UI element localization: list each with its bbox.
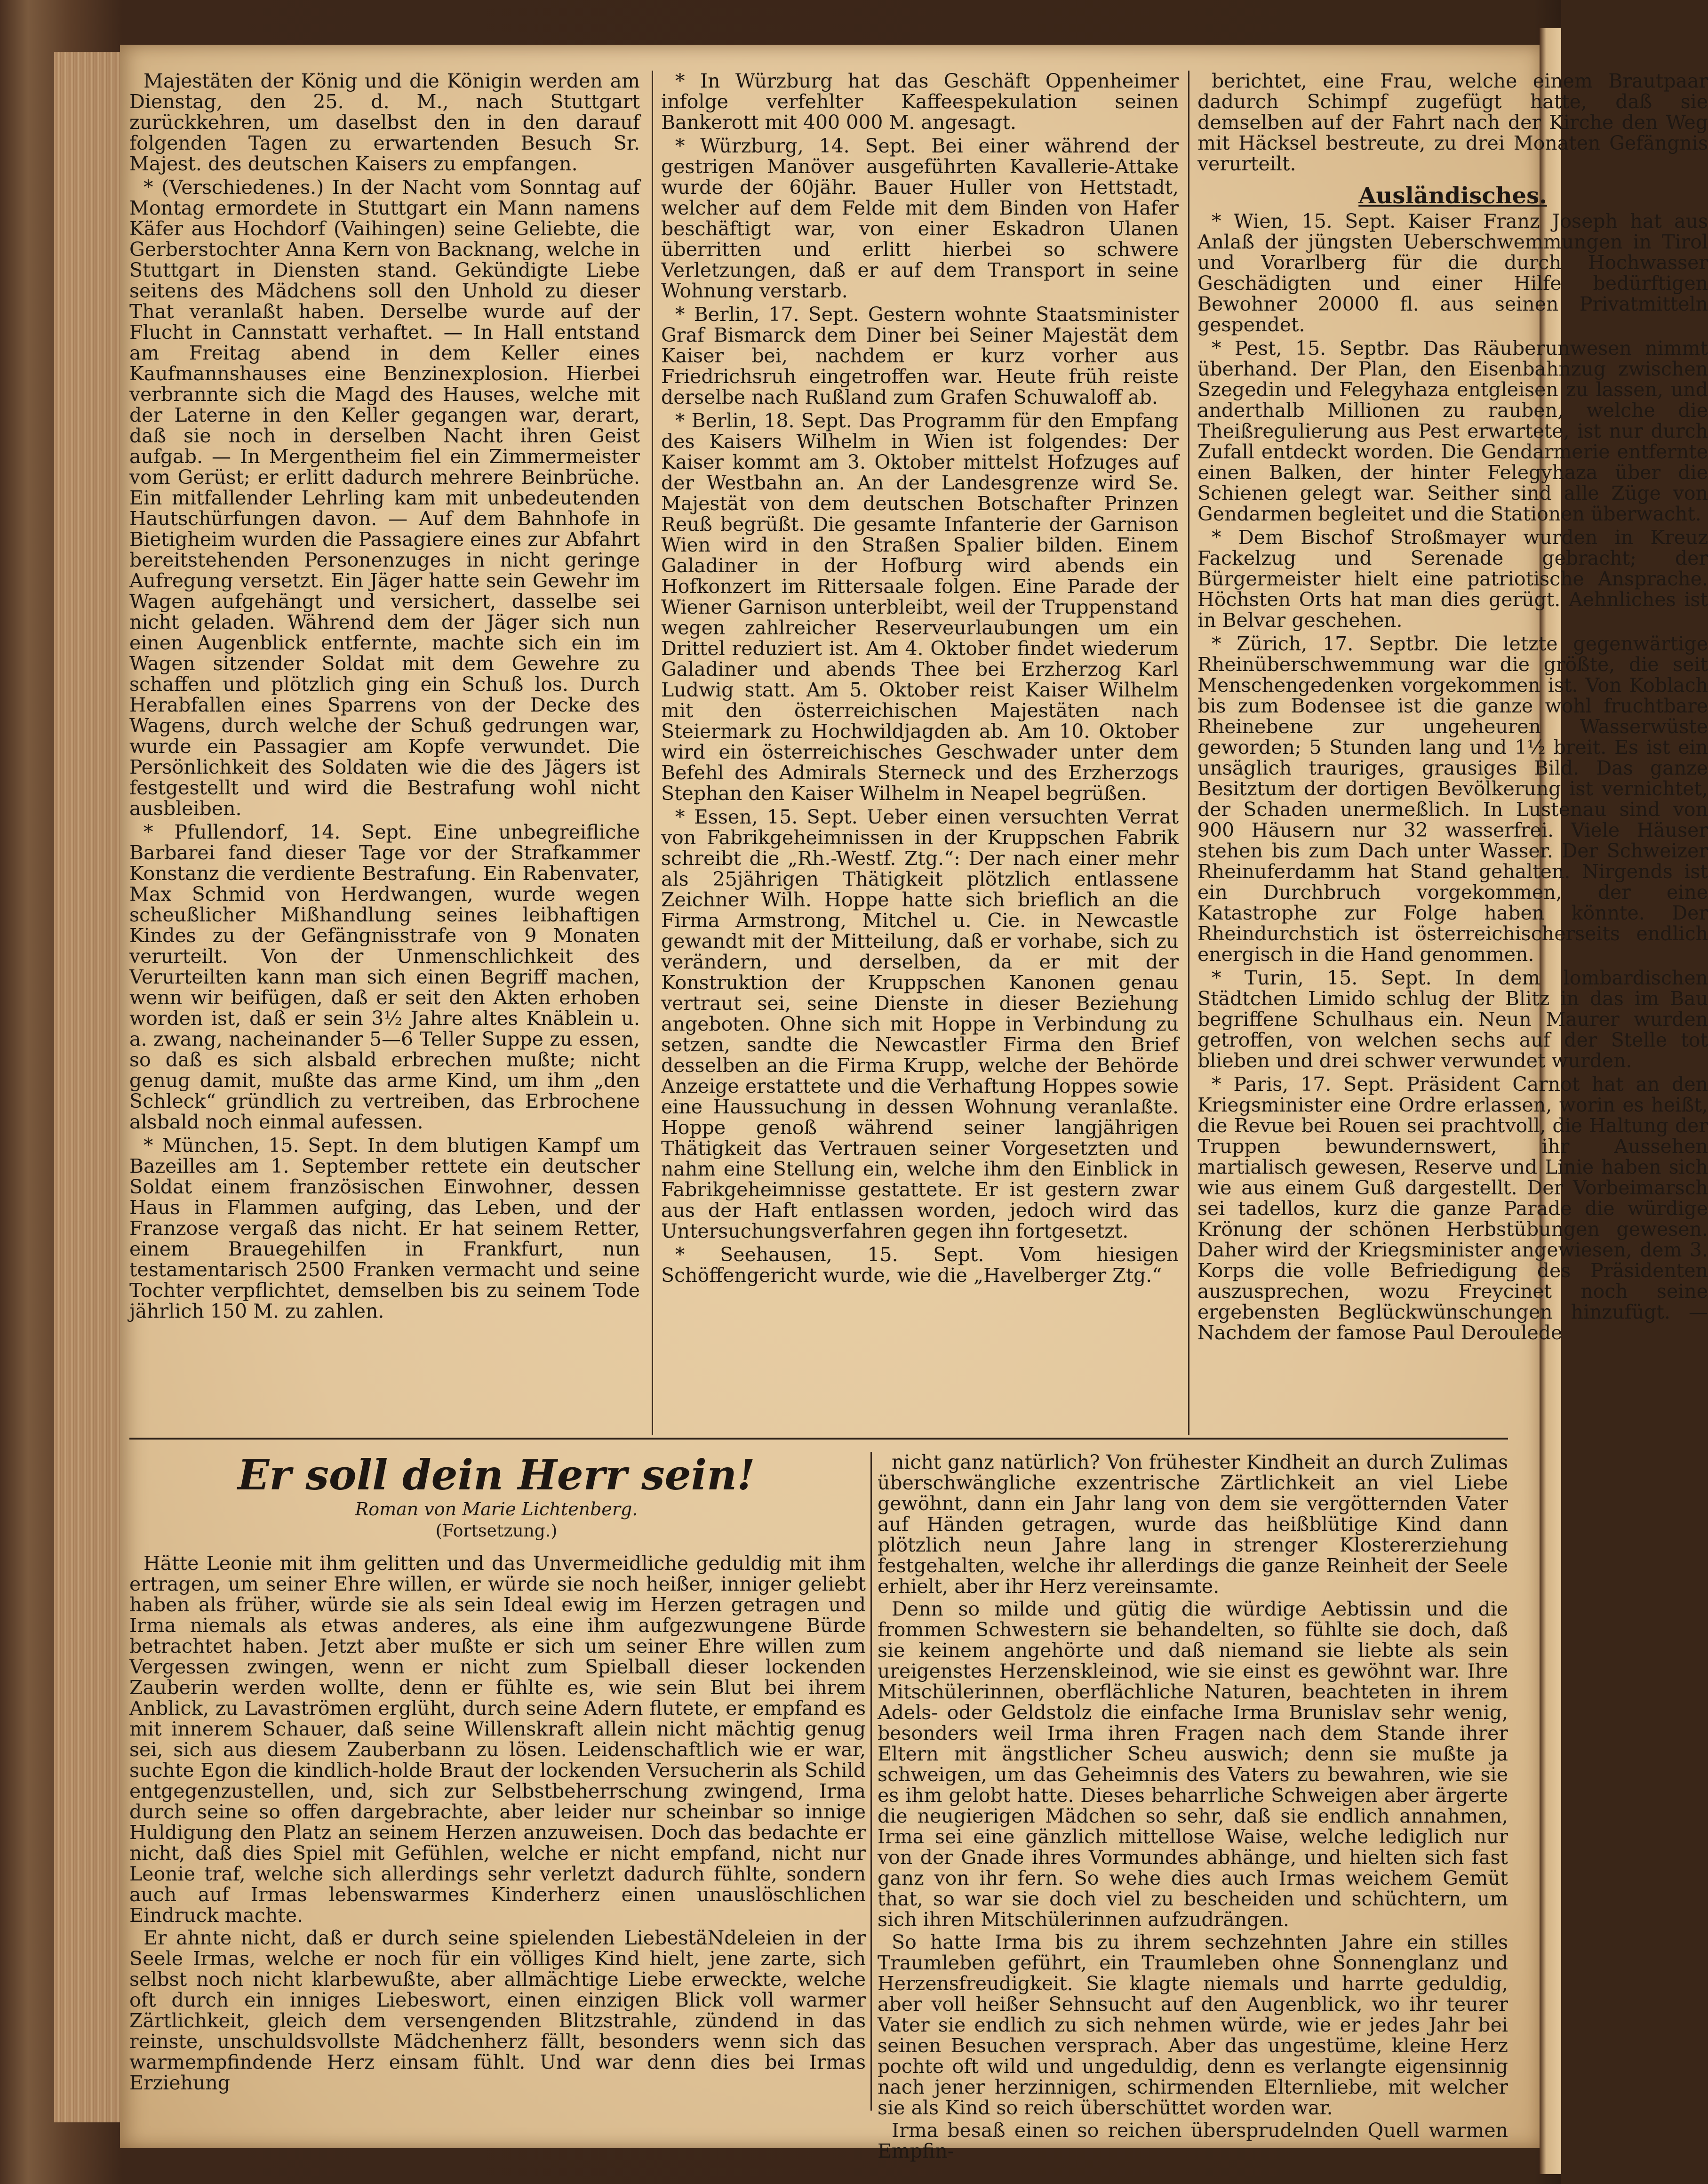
column-divider — [652, 71, 653, 1435]
paragraph: berichtet, eine Frau, welche einem Brautpaar dadurch Schimpf zugefügt hatte, daß sie demselben auf der Fahrt nach der Kirche den Weg mit Häcksel bestreute, zu drei Monaten Gefängnis verurteilt. — [1197, 70, 1708, 175]
news-column-1 — [129, 71, 640, 1426]
paragraph: * Turin, 15. Sept. In dem lombardischen Städtchen Limido schlug der Blitz in das im Bau begriffene Schulhaus ein. Neun Maurer wurden getroffen, von welchen sechs auf der Stelle tot blieben und drei schwer verwundet wurden. — [1197, 967, 1708, 1072]
paragraph: * Pfullendorf, 14. Sept. Eine unbegreifliche Barbarei fand dieser Tage vor der Strafkammer Konstanz die verdiente Bestrafung. Ein Rabenvater, Max Schmid von Herdwangen, wurde wegen scheußlicher Mißhandlung seines leibhaftigen Kindes zu der Gefängnisstrafe von 9 Monaten verurteilt. Von der Unmenschlichkeit des Verurteilten kann man sich einen Begriff machen, wenn wir beifügen, daß er seit den Akten erhoben worden ist, daß er sein 3½ Jahre altes Knäblein u. a. zwang, nacheinander 5—6 Teller Suppe zu essen, so daß es sich alsbald erbrechen mußte; nicht genug damit, mußte das arme Kind, um ihm „den Schleck“ gründlich zu vertreiben, das Erbrochene alsbald noch einmal aufessen. — [129, 821, 640, 1133]
paragraph: Denn so milde und gütig die würdige Aebtissin und die frommen Schwestern sie behandelten, so fühlte sie doch, daß sie keinem angehörte und daß niemand sie liebte als sein ureigenstes Herzenskleinod, wie sie einst es gewöhnt war. Ihre Mitschülerinnen, oberflächliche Naturen, beachteten in ihrem Adels- oder Geldstolz die einfache Irma Brunislav sehr wenig, besonders weil Irma ihren Fragen nach dem Stande ihrer Eltern mit ängstlicher Scheu auswich; denn sie mußte ja schweigen, um das Geheimnis des Vaters zu bewahren, wie sie es ihm gelobt hatte. Dieses beharrliche Schweigen aber ärgerte die neugierigen Mädchen so sehr, daß sie endlich annahmen, Irma sei eine gänzlich mittellose Waise, welche lediglich nur von der Gnade ihres Vormundes abhänge, und hielten sich fast ganz von ihr fern. So wehe dies auch Irmas weichem Gemüt that, so war sie doch viel zu bescheiden und schüchtern, um sich ihren Mitschülerinnen aufzudrängen. — [878, 1598, 1508, 1931]
section-heading-auslaendisches: Ausländisches. — [1358, 183, 1547, 209]
paragraph: Irma besaß einen so reichen übersprudelnden Quell warmen Empfin- — [878, 2119, 1508, 2162]
novel-continuation-note: (Fortsetzung.) — [435, 1521, 558, 1541]
news-column-2 — [661, 71, 1179, 1426]
paragraph: Er ahnte nicht, daß er durch seine spielenden LiebestäNdeleien in der Seele Irmas, welche er noch für ein völliges Kind hielt, jene zarte, sich selbst noch nicht klarbewußte, aber allmächtige Liebe erweckte, welche oft durch ein inniges Liebeswort, einen einzigen Blick voll warmer Zärtlichkeit, gleich dem versengenden Blitzstrahle, zündend in das reinste, unschuldsvollste Mädchenherz fällt, besonders wenn sich das warmempfindende Herz einsam fühlt. Und war denn dies bei Irmas Erziehung — [129, 1927, 866, 2094]
paragraph: * Zürich, 17. Septbr. Die letzte gegenwärtige Rheinüberschwemmung war die größte, die seit Menschengedenken vorgekommen ist. Von Koblach bis zum Bodensee ist die ganze wohl fruchtbare Rheinebene zur ungeheuren Wasserwüste geworden; 5 Stunden lang und 1½ breit. Es ist ein unsäglich trauriges, grausiges Bild. Das ganze Besitztum der dortigen Bevölkerung ist vernichtet, der Schaden unermeßlich. In Lustenau sind von 900 Häusern nur 32 wasserfrei. Viele Häuser stehen bis zum Dach unter Wasser. Der Schweizer Rheinuferdamm hat Stand gehalten. Nirgends ist ein Durchbruch vorgekommen, der eine Katastrophe zur Folge haben könnte. Der Rheindurchstich ist österreichischerseits endlich energisch in die Hand genommen. — [1197, 632, 1708, 966]
paragraph: * In Würzburg hat das Geschäft Oppenheimer infolge verfehlter Kaffeespekulation seinen Bankerott mit 400 000 M. angesagt. — [661, 70, 1179, 134]
paragraph: * Berlin, 18. Sept. Das Programm für den Empfang des Kaisers Wilhelm in Wien ist folgendes: Der Kaiser kommt am 3. Oktober mittelst Hofzuges auf der Westbahn an. An der Landesgrenze wird Se. Majestät von dem deutschen Botschafter Prinzen Reuß begrüßt. Die gesamte Infanterie der Garnison Wien wird in den Straßen Spalier bilden. Einem Galadiner in der Hofburg wird abends ein Hofkonzert im Rittersaale folgen. Eine Parade der Wiener Garnison unterbleibt, weil der Truppenstand wegen zahlreicher Reserveurlaubungen um ein Drittel reduziert ist. Am 4. Oktober findet wiederum Galadiner und abends Thee bei Erzherzog Karl Ludwig statt. Am 5. Oktober reist Kaiser Wilhelm mit den österreichischen Majestäten nach Steiermark zu Hochwildjagden ab. Am 10. Oktober wird ein österreichisches Geschwader unter dem Befehl des Admirals Sterneck und des Erzherzogs Stephan den Kaiser Wilhelm in Neapel begrüßen. — [661, 409, 1179, 805]
paragraph: * Paris, 17. Sept. Präsident Carnot hat an den Kriegsminister eine Ordre erlassen, worin es heißt, die Revue bei Rouen sei prachtvoll, die Haltung der Truppen bewundernswert, ihr Aussehen martialisch gewesen, Reserve und Linie haben sich wie aus einem Guß dargestellt. Der Vorbeimarsch sei tadellos, kurz die ganze Parade die würdige Krönung der schönen Herbstübungen gewesen. Daher wird der Kriegsminister angewiesen, dem 3. Korps die volle Befriedigung des Präsidenten auszusprechen, wozu Freycinet noch seine ergebensten Beglückwünschungen hinzufügt. — Nachdem der famose Paul Deroulede — [1197, 1073, 1708, 1344]
paragraph: Majestäten der König und die Königin werden am Dienstag, den 25. d. M., nach Stuttgart zurückkehren, um daselbst den in den darauf folgenden Tagen zu erwartenden Besuch Sr. Majest. des deutschen Kaisers zu empfangen. — [129, 70, 640, 175]
novel-header — [129, 1452, 863, 1542]
column-divider — [1188, 71, 1189, 1435]
novel-title: Er soll dein Herr sein! — [238, 1450, 755, 1499]
paragraph: * München, 15. Sept. In dem blutigen Kampf um Bazeilles am 1. September rettete ein deutscher Soldat einem französischen Einwohner, dessen Haus in Flammen aufging, das Leben, und der Franzose vergaß das nicht. Er hat seinem Retter, einem Brauegehilfen in Frankfurt, nun testamentarisch 2500 Franken vermacht und seine Tochter verpflichtet, demselben bis zu seinem Tode jährlich 150 M. zu zahlen. — [129, 1134, 640, 1322]
column-divider — [870, 1452, 872, 2111]
paragraph: * Essen, 15. Sept. Ueber einen versuchten Verrat von Fabrikgeheimnissen in der Kruppschen Fabrik schreibt die „Rh.-Westf. Ztg.“: Der nach einer mehr als 25jährigen Thätigkeit plötzlich entlassene Zeichner Wilh. Hoppe hatte sich brieflich an die Firma Armstrong, Mitchel u. Cie. in Newcastle gewandt mit der Mitteilung, daß er vorhabe, sich zu verändern, und derselben, da er mit der Konstruktion der Kruppschen Kanonen genau vertraut sei, seine Dienste in dieser Beziehung angeboten. Ohne sich mit Hoppe in Verbindung zu setzen, sandte die Newcastler Firma den Brief desselben an die Firma Krupp, welche der Behörde Anzeige erstattete und die Verhaftung Hoppes sowie eine Haussuchung in dessen Wohnung veranlaßte. Hoppe genoß während seiner langjährigen Thätigkeit das Vertrauen seiner Vorgesetzten und nahm eine Stellung ein, welche ihm den Einblick in Fabrikgeheimnisse gestattete. Er ist gestern zwar aus der Haft entlassen worden, jedoch wird das Untersuchungsverfahren gegen ihn fortgesetzt. — [661, 806, 1179, 1242]
novel-column-1 — [129, 1553, 866, 2146]
feuilleton-divider — [129, 1438, 1508, 1440]
paragraph: * Würzburg, 14. Sept. Bei einer während der gestrigen Manöver ausgeführten Kavallerie-Attake wurde der 60jähr. Bauer Huller von Hettstadt, welcher auf dem Felde mit dem Binden von Hafer beschäftigt war, von einer Eskadron Ulanen überritten und erlitt hierbei so schwere Verletzungen, daß er auf dem Transport in seine Wohnung verstarb. — [661, 135, 1179, 302]
paragraph: * Wien, 15. Sept. Kaiser Franz Joseph hat aus Anlaß der jüngsten Ueberschwemmungen in Tirol und Vorarlberg für die durch Hochwasser Geschädigten und einer Hilfe bedürftigen Bewohner 20000 fl. aus seinen Privatmitteln gespendet. — [1197, 210, 1708, 336]
page-edges — [54, 52, 120, 2122]
paragraph: nicht ganz natürlich? Von frühester Kindheit an durch Zulimas überschwängliche exzentrische Zärtlichkeit an viel Liebe gewöhnt, dann ein Jahr lang von dem sie vergötternden Vater auf Händen getragen, wurde das heißblütige Kind dann plötzlich neun Jahre lang in strenger Klostererziehung festgehalten, welche ihr allerdings die ganze Reinheit der Seele erhielt, aber ihr Herz vereinsamte. — [878, 1451, 1508, 1598]
paragraph: So hatte Irma bis zu ihrem sechzehnten Jahre ein stilles Traumleben geführt, ein Traumleben ohne Sonnenglanz und Herzensfreudigkeit. Sie klagte niemals und harrte geduldig, aber voll heißer Sehnsucht auf den Augenblick, wo ihr teurer Vater sie endlich zu sich nehmen würde, wie er jedes Jahr bei seinen Besuchen versprach. Aber das ungestüme, kleine Herz pochte oft wild und ungeduldig, denn es verlangte eigensinnig nach jener herzinnigen, schirmenden Elternliebe, mit welcher sie als Kind so reich überschüttet worden war. — [878, 1931, 1508, 2119]
news-column-3 — [1197, 71, 1708, 1426]
paragraph: * Dem Bischof Stroßmayer wurden in Kreuz Fackelzug und Serenade gebracht; der Bürgermeister hielt eine patriotische Ansprache. Höchsten Orts hat man dies gerügt. Aehnliches ist in Belvar geschehen. — [1197, 526, 1708, 632]
paragraph: * Seehausen, 15. Sept. Vom hiesigen Schöffengericht wurde, wie die „Havelberger Ztg.“ — [661, 1243, 1179, 1287]
novel-author: Roman von Marie Lichtenberg. — [355, 1499, 638, 1520]
paragraph: Hätte Leonie mit ihm gelitten und das Unvermeidliche geduldig mit ihm ertragen, um seiner Ehre willen, er würde sie noch heißer, inniger geliebt haben als früher, würde sie als sein Ideal ewig im Herzen getragen und Irma niemals als etwas anderes, als eine ihm aufgezwungene Bürde betrachtet haben. Jetzt aber mußte er sich um seiner Ehre willen zum Vergessen zwingen, wenn er nicht zum Spielball dieser lockenden Zauberin werden wollte, denn er fühlte es, wie sein Blut bei ihrem Anblick, zu Lavaströmen erglüht, durch seine Adern flutete, er empfand es mit innerem Schauer, daß seine Willenskraft allein nicht mächtig genug sei, sich aus diesem Zauberbann zu lösen. Leidenschaftlich wie er war, suchte Egon die kindlich-holde Braut der lockenden Versucherin als Schild entgegenzustellen, und, sich zur Selbstbeherrschung zwingend, Irma durch seine so offen dargebrachte, aber leider nur scheinbar so innige Huldigung den Platz an seinem Herzen anzuweisen. Doch das bedachte er nicht, daß dies Spiel mit Gefühlen, welche er nicht empfand, nicht nur Leonie traf, welche sich allerdings sehr verletzt dadurch fühlte, sondern auch auf Irmas lebenswarmes Kinderherz einen unauslöschlichen Eindruck machte. — [129, 1552, 866, 1927]
novel-column-2 — [878, 1451, 1508, 2162]
paragraph: * Berlin, 17. Sept. Gestern wohnte Staatsminister Graf Bismarck dem Diner bei Seiner Majestät dem Kaiser bei, nachdem er kurz vorher aus Friedrichsruh eingetroffen war. Heute früh reiste derselbe nach Rußland zum Grafen Schuwaloff ab. — [661, 303, 1179, 408]
paragraph: * (Verschiedenes.) In der Nacht vom Sonntag auf Montag ermordete in Stuttgart ein Mann namens Käfer aus Hochdorf (Vaihingen) seine Geliebte, die Gerberstochter Anna Kern von Backnang, welche in Stuttgart in Diensten stand. Gekündigte Liebe seitens des Mädchens soll den Unhold zu dieser That veranlaßt haben. Derselbe wurde auf der Flucht in Cannstatt verhaftet. — In Hall entstand am Freitag abend in dem Keller eines Kaufmannshauses eine Benzinexplosion. Hierbei verbrannte sich die Magd des Hauses, welche mit der Laterne in den Keller gegangen war, derart, daß sie noch in derselben Nacht ihren Geist aufgab. — In Mergentheim fiel ein Zimmermeister vom Gerüst; er erlitt dadurch mehrere Beinbrüche. Ein mitfallender Lehrling kam mit unbedeutenden Hautschürfungen davon. — Auf dem Bahnhofe in Bietigheim wurden die Passagiere eines zur Abfahrt bereitstehenden Personenzuges in nicht geringe Aufregung versetzt. Ein Jäger hatte sein Gewehr im Wagen aufgehängt und versichert, dasselbe sei nicht geladen. Während dem der Jäger sich nun einen Augenblick entfernte, machte sich ein im Wagen sitzender Soldat mit dem Gewehre zu schaffen und plötzlich ging ein Schuß los. Durch Herabfallen eines Sparrens von der Decke des Wagens, durch welche der Schuß gedrungen war, wurde ein Passagier am Kopfe verwundet. Die Persönlichkeit des Soldaten wie die des Jägers ist festgestellt und wird die Bestrafung wohl nicht ausbleiben. — [129, 176, 640, 820]
paragraph: * Pest, 15. Septbr. Das Räuberunwesen nimmt überhand. Der Plan, den Eisenbahnzug zwischen Szegedin und Felegyhaza entgleisen zu lassen, und anderthalb Millionen zu rauben, welche die Theißregulierung aus Pest erwartete, ist nur durch Zufall entdeckt worden. Die Gendarmerie entfernte einen Balken, der hinter Felegyhaza über die Schienen gelegt war. Seither sind alle Züge von Gendarmen begleitet und die Stationen überwacht. — [1197, 337, 1708, 525]
